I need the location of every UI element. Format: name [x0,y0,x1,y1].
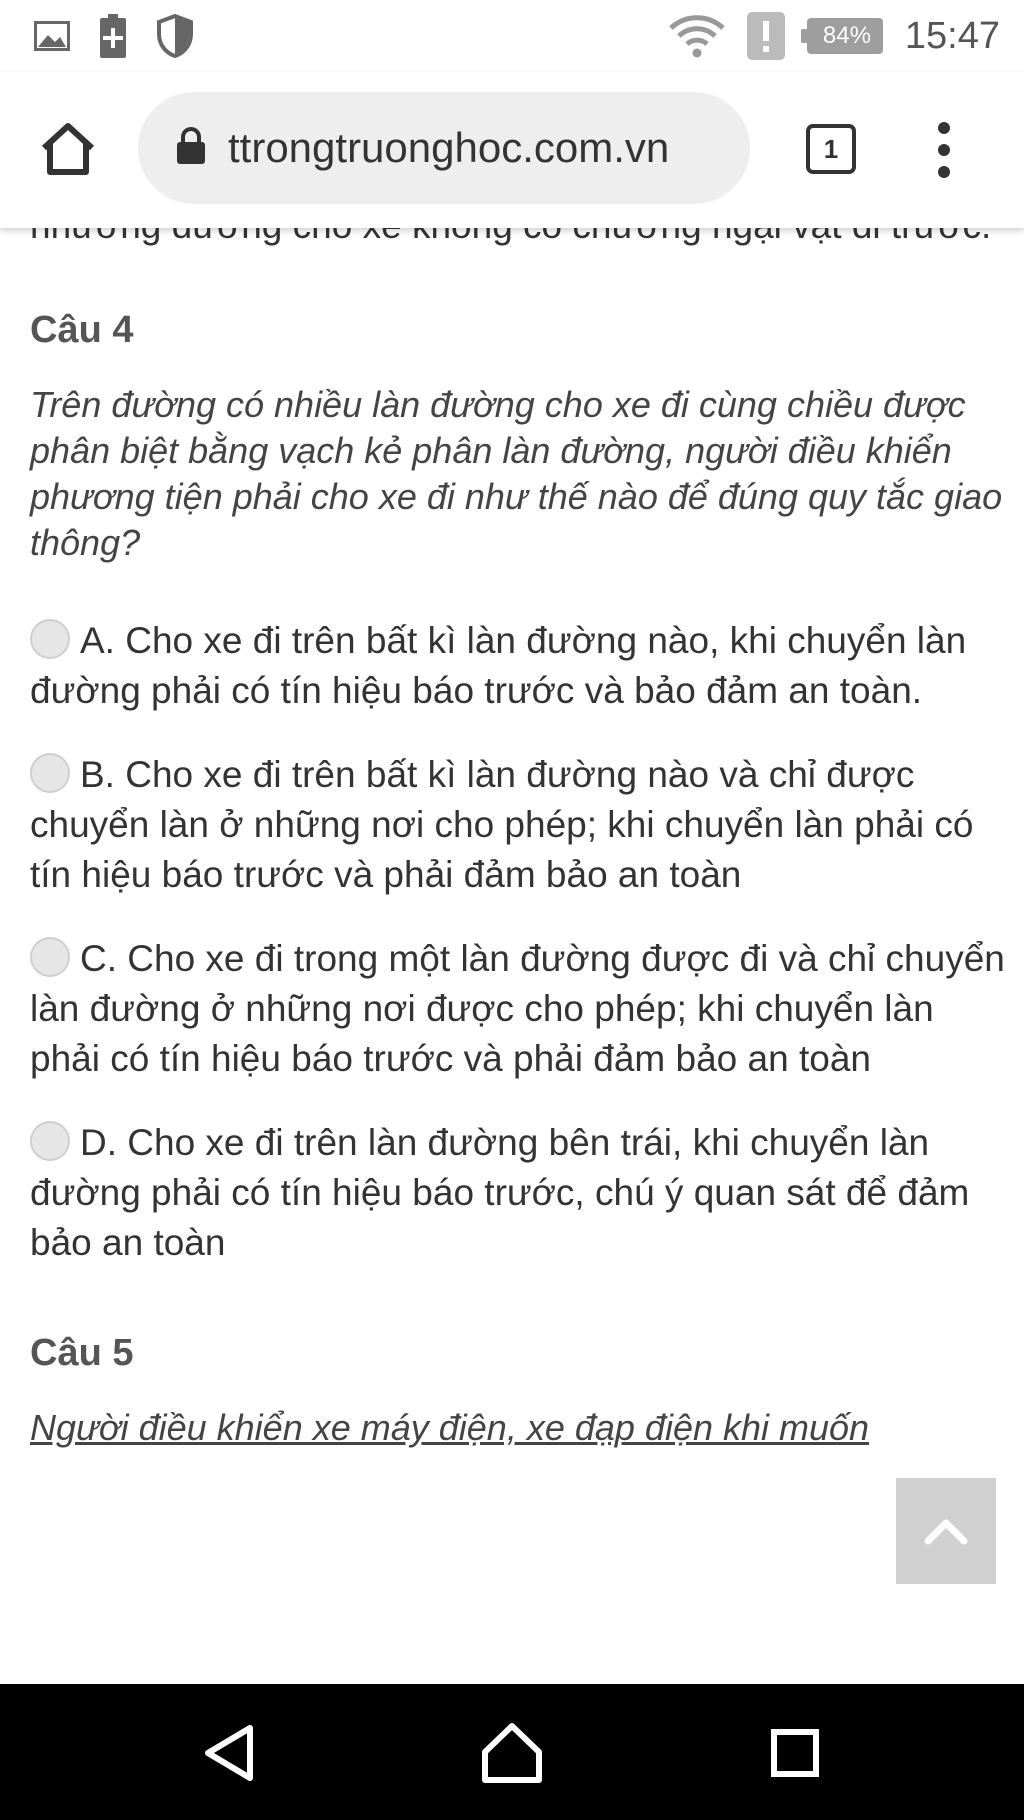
option-a-label: A. Cho xe đi trên bất kì làn đường nào, khi chuyển làn đường phải có tín hiệu báo trước và bảo đảm an toàn. [30,620,967,711]
option-b-label: B. Cho xe đi trên bất kì làn đường nào và chỉ được chuyển làn ở những nơi cho phép; khi chuyển làn phải có tín hiệu báo trước và phải đảm bảo an toàn [30,754,974,895]
radio-option-b[interactable] [30,753,70,793]
chevron-up-icon [924,1517,968,1545]
browser-toolbar [0,72,1024,228]
question-5-text: Người điều khiển xe máy điện, xe đạp điện khi muốn [30,1407,870,1448]
question-5-title: Câu 5 [30,1332,134,1374]
option-c-label: C. Cho xe đi trong một làn đường được đi và chỉ chuyển làn đường ở những nơi được cho phép; khi chuyển làn phải có tín hiệu báo trước và phải đảm bảo an toàn [30,938,1005,1079]
more-menu-button[interactable] [928,122,960,178]
more-vert-icon [938,122,950,134]
option-d-label: D. Cho xe đi trên làn đường bên trái, khi chuyển làn đường phải có tín hiệu báo trước, chú ý quan sát để đảm bảo an toàn [30,1122,970,1263]
image-icon [34,21,70,51]
system-nav-bar [0,1684,1024,1820]
question-4-text: Trên đường có nhiều làn đường cho xe đi cùng chiều được phân biệt bằng vạch kẻ phân làn đường, người điều khiển phương tiện phải cho xe đi như thế nào để đúng quy tắc giao thông? [30,384,1003,563]
back-triangle-icon [194,1718,264,1788]
battery-indicator: 84% [807,18,883,54]
radio-option-c[interactable] [30,937,70,977]
question-4-title: Câu 4 [30,309,134,351]
address-bar[interactable] [138,92,750,204]
page-content [0,228,1024,1684]
home-icon [38,120,98,180]
clock: 15:47 [904,14,1000,57]
recents-square-icon [760,1718,830,1788]
option-d[interactable] [30,1118,1010,1268]
url-text: ttrongtruonghoc.com.vn [228,124,670,171]
option-b[interactable] [30,750,1010,900]
option-a[interactable] [30,616,1010,716]
alert-icon [747,12,785,60]
home-outline-icon [477,1718,547,1788]
back-to-top-button[interactable] [896,1478,996,1584]
lock-icon [176,127,206,170]
nav-home-button[interactable] [477,1718,547,1788]
battery-plus-icon [100,14,126,58]
tab-switcher-button[interactable]: 1 [806,124,856,174]
option-c[interactable] [30,934,1010,1084]
wifi-icon [669,14,725,58]
status-bar [0,0,1024,72]
radio-option-d[interactable] [30,1121,70,1161]
home-button[interactable] [38,120,98,180]
radio-option-a[interactable] [30,619,70,659]
nav-recents-button[interactable] [760,1718,830,1788]
shield-icon [156,14,194,58]
nav-back-button[interactable] [194,1718,264,1788]
